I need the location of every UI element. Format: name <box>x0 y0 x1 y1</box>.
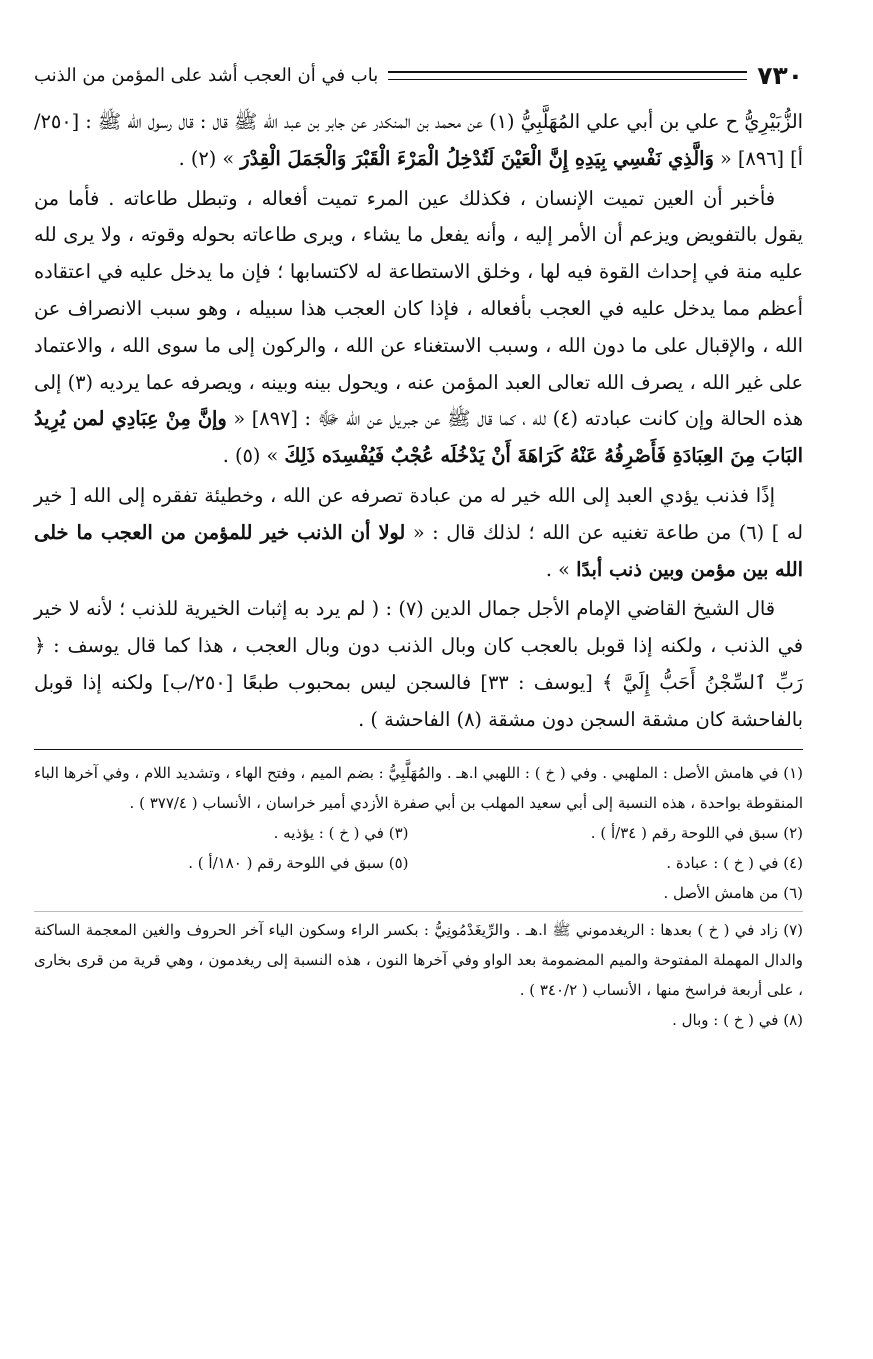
paragraph-3 <box>34 478 803 588</box>
footnote-divider <box>34 749 803 750</box>
footnote-3: (٣) في ( خ ) : يؤذيه . <box>273 823 409 842</box>
paragraph-2 <box>34 181 803 475</box>
footnote-row-2-3 <box>34 818 803 848</box>
footnote-separator <box>34 911 803 912</box>
running-title: باب في أن العجب أشد على المؤمن من الذنب <box>34 64 379 86</box>
paragraph-2-text: فأخبر أن العين تميت الإنسان ، فكذلك عين المرء تميت أفعاله ، وتبطل طاعاته . فأما من يقول بالتفويض ويزعم أن الأمر إليه ، وأنه يفعل ما يشاء ، ويرى طاعاته بحوله وقوته ، ولا يرى لله عليه منة في إحداث القوة فيه لها ، وخلق الاستطاعة له لاكتسابها ؛ فإن ما يدخل عليه في اعتقاده أعظم مما يدخل عليه في العجب بأفعاله ، فإذا كان العجب هذا سبيله ، وهو سبب الانصراف عن الله ، والإقبال على ما دون الله ، وسبب الاستغناء عن الله ، والركون إلى ما سوى الله ، والاعتماد على غير الله ، يصرف الله تعالى العبد المؤمن عنه ، ويحول بينه وبينه ، ويصرفه عما يرديه (٣) إلى هذه الحالة وإن كانت عبادته (٤) لله ، كما قال ﷺ عن جبريل عن الله ﷻ : [٨٩٧] « <box>34 186 803 431</box>
footnote-6: (٦) من هامش الأصل . <box>663 883 803 902</box>
paragraph-1-end: » (٢) . <box>178 146 241 170</box>
main-text <box>34 104 803 739</box>
footnote-row-4-5 <box>34 848 803 878</box>
footnote-1: (١) في هامش الأصل : الملهبي . وفي ( خ ) : اللهبي ا.هـ . والمُهَلَّبِيُّ : بضم الميم ، وفتح الهاء ، وتشديد اللام ، وفي آخرها الباء المنقوطة بواحدة ، هذه النسبة إلى أبي سعيد المهلب بن أبي صفرة الأزدي أمير خراسان ، الأنساب ( ٣٧٧/٤ ) . <box>34 763 803 812</box>
page-header <box>34 58 803 92</box>
paragraph-1-text: الزُّبَيْرِيُّ ح علي بن أبي علي المُهَلَّبِيُّ (١) عن محمد بن المنكدر عن جابر بن عبد الله ﷺ قال : قال رسول الله ﷺ : [٢٥٠/أ] [٨٩٦] « <box>34 110 803 170</box>
footnote-8: (٨) في ( خ ) : وبال . <box>672 1010 803 1029</box>
page-number: ٧٣٠ <box>757 60 803 90</box>
hadith-text-3: لولا أن الذنب خير للمؤمن من العجب ما خلى الله بين مؤمن وبين ذنب أبدًا <box>34 520 803 581</box>
footnote-5: (٥) سبق في اللوحة رقم ( ١٨٠/أ ) . <box>188 853 409 872</box>
paragraph-3-text: إذًا فذنب يؤدي العبد إلى الله خير له من عبادة تصرفه عن الله ، وخطيئة تفقره إلى الله [ خير له ] (٦) من طاعة تغنيه عن الله ؛ لذلك قال : « <box>34 483 804 544</box>
hadith-text-1: وَالَّذِي نَفْسِي بِيَدِهِ إِنَّ الْعَيْنَ لَتُدْخِلُ الْمَرْءَ الْقَبْرَ وَالْجَمَلَ الْقِدْرَ <box>240 146 714 170</box>
footnote-4: (٤) في ( خ ) : عبادة . <box>666 853 803 872</box>
footnotes <box>34 758 803 1035</box>
header-rule <box>388 71 747 80</box>
hadith-text-2: وإنَّ مِنْ عِبَادِي لمن يُرِيدُ البَابَ مِنَ العِبَادَةِ فَأَصْرِفُهُ عَنْهُ كَرَاهَةَ أَنْ يَدْخُلَه عُجْبٌ فَيُفْسِدَه ذَلِكَ <box>34 407 803 468</box>
paragraph-4: قال الشيخ القاضي الإمام الأجل جمال الدين (٧) : ( لم يرد به إثبات الخيرية للذنب ؛ لأنه لا خير في الذنب ، ولكنه إذا قوبل بالعجب كان وبال الذنب دون وبال العجب ، هذا كما قال يوسف : ﴿ رَبِّ ٱلسِّجْنُ أَحَبُّ إِلَيَّ ﴾ [يوسف : ٣٣] فالسجن ليس بمحبوب طبعًا [٢٥٠/ب] ولكنه إذا قوبل بالفاحشة كان مشقة السجن دون مشقة (٨) الفاحشة ) . <box>34 597 803 731</box>
footnote-7: (٧) زاد في ( خ ) بعدها : الريغدموني ﷺ ا.هـ . والرِّيغَدْمُونِيُّ : بكسر الراء وسكون الياء آخر الحروف والغين المعجمة الساكنة والدال المهملة المفتوحة والميم المضمومة بعد الواو وفي آخرها النون ، هذه النسبة إلى ريغدمون ، وهي قرية من قرى بخارى ، على أربعة فراسخ منها ، الأنساب ( ٣٤٠/٢ ) . <box>34 920 803 999</box>
paragraph-1 <box>34 104 803 178</box>
footnote-2: (٢) سبق في اللوحة رقم ( ٣٤/أ ) . <box>590 823 803 842</box>
paragraph-2-end: » (٥) . <box>222 444 285 468</box>
paragraph-3-end: » . <box>545 557 577 581</box>
